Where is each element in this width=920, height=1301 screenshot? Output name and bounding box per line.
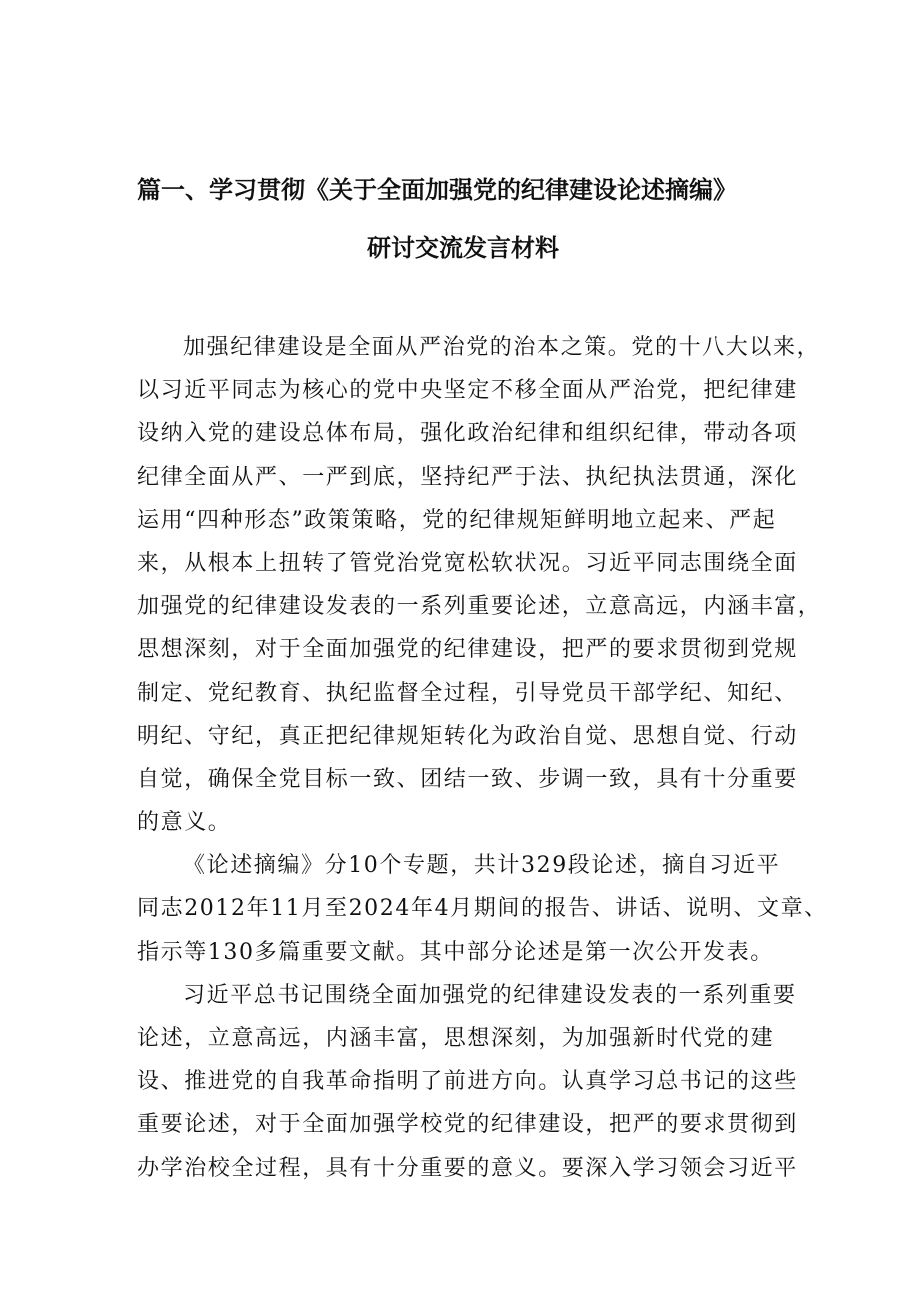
paragraph-line: 同志2012年11月至2024年4月期间的报告、讲话、说明、文章、	[137, 896, 828, 922]
paragraph-3	[137, 974, 797, 1190]
paragraph-line: 以习近平同志为核心的党中央坚定不移全面从严治党，把纪律建	[137, 378, 798, 404]
paragraph-line: 设、推进党的自我革命指明了前进方向。认真学习总书记的这些	[137, 1069, 798, 1095]
paragraph-line: 设纳入党的建设总体布局，强化政治纪律和组织纪律，带动各项	[137, 421, 798, 447]
paragraph-line: 论述，立意高远，内涵丰富，思想深刻，为加强新时代党的建	[137, 1026, 775, 1051]
paragraph-1	[137, 326, 822, 844]
paragraph-line: 加强党的纪律建设发表的一系列重要论述，立意高远，内涵丰富，	[137, 594, 822, 620]
paragraph-line: 思想深刻，对于全面加强党的纪律建设，把严的要求贯彻到党规	[137, 637, 798, 663]
paragraph-line: 纪律全面从严、一严到底，坚持纪严于法、执纪执法贯通，深化	[137, 464, 798, 490]
paragraph-line: 指示等130多篇重要文献。其中部分论述是第一次公开发表。	[137, 939, 774, 965]
paragraph-line: 制定、党纪教育、执纪监督全过程，引导党员干部学纪、知纪、	[137, 680, 798, 706]
paragraph-line: 习近平总书记围绕全面加强党的纪律建设发表的一系列重要	[183, 982, 797, 1008]
document-body	[137, 326, 828, 1190]
paragraph-line: 加强纪律建设是全面从严治党的治本之策。党的十八大以来，	[183, 335, 821, 360]
paragraph-line: 运用“四种形态”政策策略，党的纪律规矩鲜明地立起来、严起	[137, 507, 777, 533]
paragraph-2	[137, 844, 828, 974]
paragraph-line: 明纪、守纪，真正把纪律规矩转化为政治自觉、思想自觉、行动	[137, 723, 798, 749]
paragraph-line: 来，从根本上扭转了管党治党宽松软状况。习近平同志围绕全面	[137, 550, 798, 576]
document-title-line-2: 研讨交流发言材料	[367, 234, 559, 262]
document-title-line-1: 篇一、学习贯彻《关于全面加强党的纪律建设论述摘编》	[137, 176, 737, 204]
paragraph-line: 自觉，确保全党目标一致、团结一致、步调一致，具有十分重要	[137, 766, 798, 792]
paragraph-line: 重要论述，对于全面加强学校党的纪律建设，把严的要求贯彻到	[137, 1112, 798, 1138]
paragraph-line: 《论述摘编》分10个专题，共计329段论述，摘自习近平	[183, 853, 781, 879]
paragraph-line: 的意义。	[137, 810, 232, 836]
paragraph-line: 办学治校全过程，具有十分重要的意义。要深入学习领会习近平	[137, 1155, 798, 1181]
